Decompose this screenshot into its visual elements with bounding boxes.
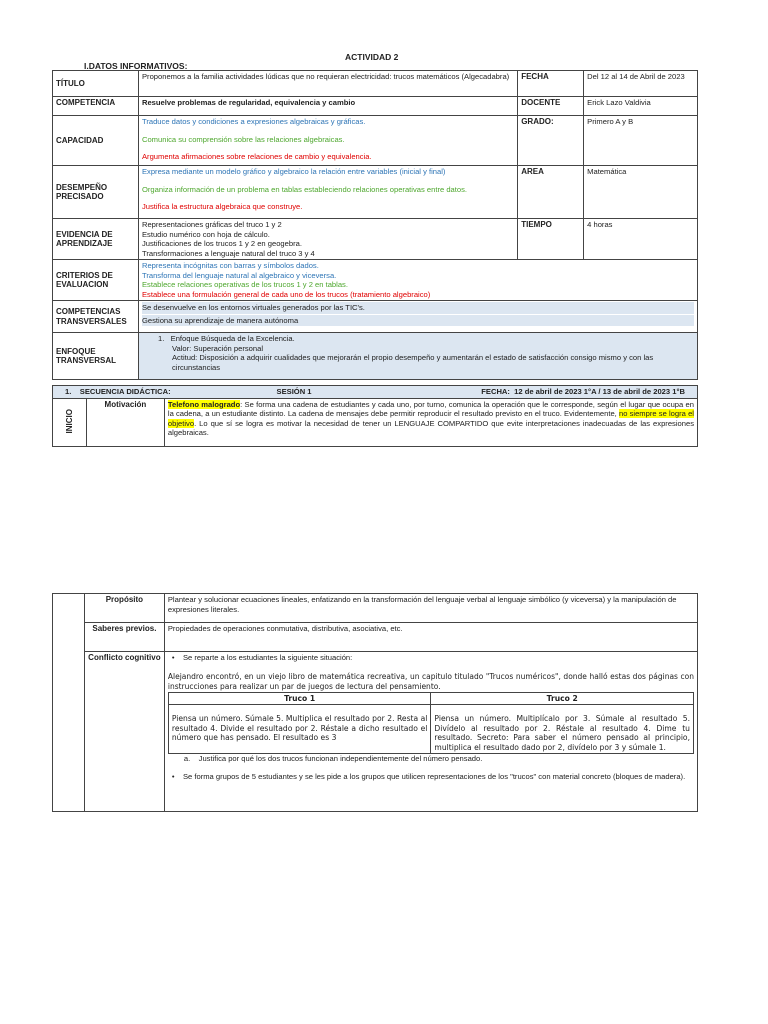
phase-cell [53, 398, 87, 446]
criterio-item: Establece una formulación general de cada uno de los trucos (tratamiento algebraico) [141, 289, 431, 299]
tiempo-value: 4 horas [584, 219, 698, 260]
motivacion-span: . Lo que sí se logra es motivar la necesidad de tener un LENGUAJE COMPARTIDO que evite interpretaciones inadecuadas de las expresiones algebraicas. [167, 418, 694, 437]
tiempo-label: TIEMPO [518, 219, 584, 260]
criterios-label: CRITERIOS DE EVALUACION [53, 260, 139, 301]
session-date: FECHA: 12 de abril de 2023 1°A / 13 de abril de 2023 1°B [481, 387, 685, 396]
docente-label: DOCENTE [518, 97, 584, 116]
evidencia-label: EVIDENCIA DE APRENDIZAJE [53, 219, 139, 260]
competencia-value: Resuelve problemas de regularidad, equivalencia y cambio [138, 97, 517, 116]
secuencia-label: 1. SECUENCIA DIDÁCTICA: [65, 387, 171, 396]
docente-value: Erick Lazo Valdivia [584, 97, 698, 116]
truco1-text: Piensa un número. Súmale 5. Multiplica el resultado por 2. Resta al resultado 4. Divide el resultado por 2. Réstale a dicho resultado el número que has pensado. El resultado es 3 [168, 705, 431, 754]
saberes-value: Propiedades de operaciones conmutativa, distributiva, asociativa, etc. [164, 623, 697, 652]
section-title: I.DATOS INFORMATIVOS: [84, 61, 188, 71]
criterios-list [138, 260, 697, 301]
capacidad-item: Argumenta afirmaciones sobre relaciones de cambio y equivalencia. [141, 152, 372, 161]
enfoque-label: ENFOQUE TRANSVERSAL [53, 333, 139, 380]
transversales-list [138, 301, 697, 333]
page2-phase-cell [53, 594, 85, 812]
trucos-table [168, 692, 694, 755]
fecha-label: FECHA [518, 71, 584, 97]
desempeno-item: Expresa mediante un modelo gráfico y algebraico la relación entre variables (inicial y final) [141, 167, 446, 176]
enfoque-content [138, 333, 697, 380]
transversal-item: Gestiona su aprendizaje de manera autónoma [142, 315, 694, 327]
capacidad-list [138, 116, 517, 166]
saberes-label: Saberes previos. [84, 623, 164, 652]
session-label: SESIÓN 1 [276, 387, 312, 396]
bullet-text: Se forma grupos de 5 estudiantes y se les pide a los grupos que utilicen representaciones de los "trucos" con material concreto (bloques de madera). [182, 771, 686, 781]
conflicto-label: Conflicto cognitivo [84, 652, 164, 812]
truco1-header: Truco 1 [168, 692, 431, 705]
capacidad-label: CAPACIDAD [53, 116, 139, 166]
situacion-text: Alejandro encontró, en un viejo libro de matemática recreativa, un capitulo titulado "Trucos numéricos", donde halló estas dos páginas con instrucciones para realizar un par de juegos de lectura del pensamiento. [167, 671, 694, 691]
evidencia-item: Estudio numérico con hoja de cálculo. [141, 229, 270, 239]
competencia-label: COMPETENCIA [53, 97, 139, 116]
truco2-text: Piensa un número. Multiplícalo por 3. Súmale al resultado 5. Divídelo al resultado por 2. Réstale al resultado 4. Dime tu resultado. Secreto: Para saber el número pensado al principio, multiplica el resultado dado por 2, divídelo por 3 y súmale 1. [431, 705, 694, 754]
evidencia-item: Representaciones gráficas del truco 1 y 2 [141, 220, 282, 229]
item-a-marker: a. [183, 754, 191, 763]
item-a [168, 754, 694, 764]
motivacion-text [164, 398, 697, 446]
enfoque-item: Valor: Superación personal [171, 343, 264, 353]
grado-value: Primero A y B [584, 116, 698, 166]
page2-table [52, 593, 698, 812]
truco2-header: Truco 2 [431, 692, 694, 705]
desempeno-item: Justifica la estructura algebraica que construye. [141, 202, 303, 211]
area-value: Matemática [584, 166, 698, 219]
enfoque-item: Actitud: Disposición a adquirir cualidades que mejorarán el propio desempeño y aumentarán el estado de satisfacción consigo mismo y con las circunstancias [171, 353, 654, 372]
criterio-item: Representa incógnitas con barras y símbolos dados. [141, 261, 319, 270]
conflicto-bullet: • Se forma grupos de 5 estudiantes y se les pide a los grupos que utilicen representaciones de los "trucos" con material concreto (bloques de madera). [171, 771, 686, 781]
info-table [52, 70, 698, 380]
secuencia-header [53, 386, 698, 399]
enfoque-item: 1. Enfoque Búsqueda de la Excelencia. [157, 334, 295, 343]
motivacion-label: Motivación [86, 398, 164, 446]
criterio-item: Establece relaciones operativas de los trucos 1 y 2 en tablas. [141, 280, 348, 289]
secuencia-table [52, 385, 698, 447]
area-label: AREA [518, 166, 584, 219]
highlight-phrase: no siempre se logra el objetivo [167, 409, 694, 428]
phase-label: INICIO [64, 408, 74, 433]
conflicto-bullet: • Se reparte a los estudiantes la siguiente situación: [171, 653, 353, 662]
titulo-value: Proponemos a la familia actividades lúdicas que no requieran electricidad: trucos matemáticos (Algecadabra) [138, 71, 517, 97]
titulo-label: TÍTULO [53, 71, 139, 97]
fecha-value: Del 12 al 14 de Abril de 2023 [584, 71, 698, 97]
capacidad-item: Traduce datos y condiciones a expresiones algebraicas y gráficas. [141, 117, 366, 126]
grado-label: GRADO: [518, 116, 584, 166]
evidencia-list [138, 219, 517, 260]
desempeno-label: DESEMPEÑO PRECISADO [53, 166, 139, 219]
criterio-item: Transforma del lenguaje natural al algebraico y viceversa. [141, 270, 337, 280]
transversal-item: Se desenvuelve en los entornos virtuales generados por las TIC's. [142, 302, 694, 314]
capacidad-item: Comunica su comprensión sobre las relaciones algebraicas. [141, 134, 345, 144]
conflicto-content [164, 652, 697, 812]
item-a-text: Justifica por qué los dos trucos funcionan independientemente del número pensado. [198, 754, 483, 763]
bullet-text: Se reparte a los estudiantes la siguiente situación: [182, 653, 353, 662]
desempeno-list [138, 166, 517, 219]
motivacion-span: : Se forma una cadena de estudiantes y cada uno, por turno, comunica la operación que le corresponde, según el lugar que ocupa en la cadena, a un estudiante distinto. La cadena de mensajes debe permitir reproducir el resultado previsto en el truco. Evidentemente, [167, 399, 694, 418]
desempeno-item: Organiza información de un problema en tablas estableciendo relaciones operativas entre datos. [141, 184, 468, 194]
activity-title: ACTIVIDAD 2 [345, 52, 399, 62]
evidencia-item: Transformaciones a lenguaje natural del truco 3 y 4 [141, 248, 315, 258]
transversales-label: COMPETENCIAS TRANSVERSALES [53, 301, 139, 333]
proposito-value: Plantear y solucionar ecuaciones lineales, enfatizando en la transformación del lenguaje verbal al lenguaje simbólico (y viceversa) y la manipulación de expresiones literales. [164, 594, 697, 623]
evidencia-item: Justificaciones de los trucos 1 y 2 en geogebra. [141, 239, 302, 248]
highlight-phrase: Telefono malogrado [167, 399, 241, 409]
proposito-label: Propósito [84, 594, 164, 623]
